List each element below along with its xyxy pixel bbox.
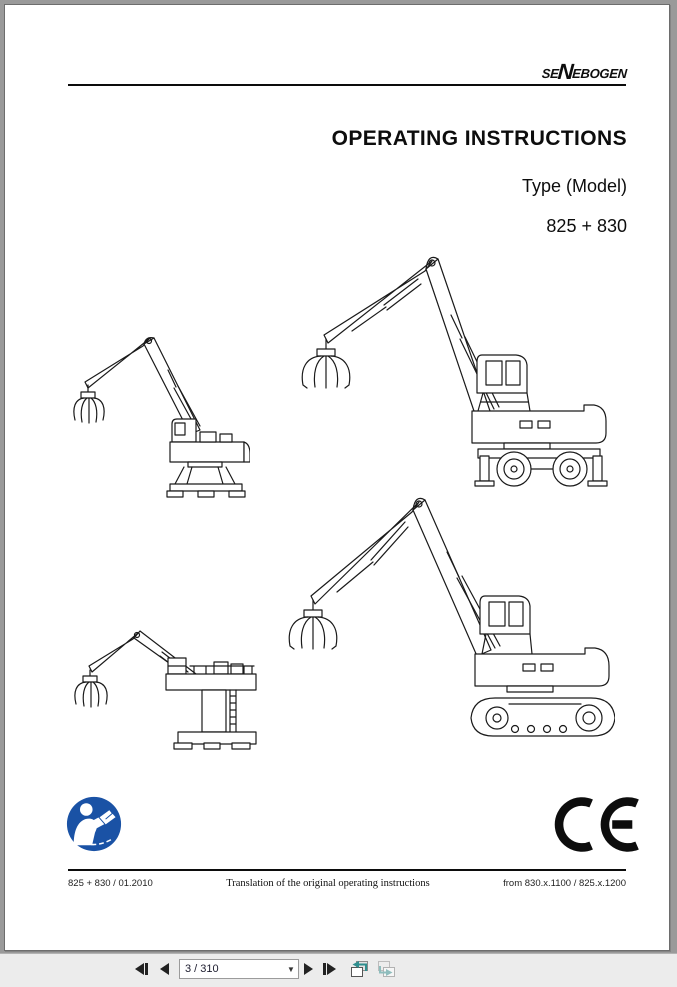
triangle-left-icon: [160, 963, 169, 975]
previous-view-icon: [348, 958, 370, 980]
last-page-button[interactable]: [321, 961, 338, 977]
brand-text-pre: SE: [541, 66, 560, 82]
brand-text-post: EBOGEN: [571, 66, 628, 82]
footer-edition: 825 + 830 / 01.2010: [68, 878, 153, 889]
next-view-button[interactable]: [375, 958, 397, 980]
brand-logo: [541, 59, 628, 84]
footer-translation-note: Translation of the original operating instructions: [226, 878, 430, 889]
footer-rule: [68, 869, 626, 871]
brand-big-n: N: [556, 59, 575, 84]
page-number-input[interactable]: [180, 963, 284, 975]
triangle-right-icon: [304, 963, 313, 975]
bar-icon: [323, 963, 326, 975]
triangle-right-icon: [327, 963, 336, 975]
footer-serial-range: from 830.x.1100 / 825.x.1200: [503, 878, 626, 889]
triangle-left-icon: [135, 963, 144, 975]
page-number-combobox[interactable]: [179, 959, 299, 979]
read-manual-icon: [65, 795, 123, 853]
machine-illustration-bottom-left: [68, 626, 258, 750]
chevron-down-icon[interactable]: ▼: [287, 964, 295, 974]
model-number: 825 + 830: [546, 216, 627, 236]
machine-illustration-top-left: [72, 332, 250, 498]
first-page-button[interactable]: [133, 961, 150, 977]
machine-illustration-top-right: [280, 243, 610, 493]
ce-mark: [551, 796, 639, 853]
header-rule: [68, 84, 626, 86]
type-model-label: Type (Model): [521, 176, 627, 196]
page-title: OPERATING INSTRUCTIONS: [331, 127, 627, 150]
machine-illustration-bottom-right: [271, 486, 615, 748]
previous-page-button[interactable]: [158, 961, 171, 977]
next-view-icon: [375, 958, 397, 980]
pdf-toolbar: [0, 953, 677, 987]
document-page: [4, 4, 670, 951]
next-page-button[interactable]: [302, 961, 315, 977]
bar-icon: [145, 963, 148, 975]
footer: [68, 878, 626, 889]
previous-view-button[interactable]: [348, 958, 370, 980]
